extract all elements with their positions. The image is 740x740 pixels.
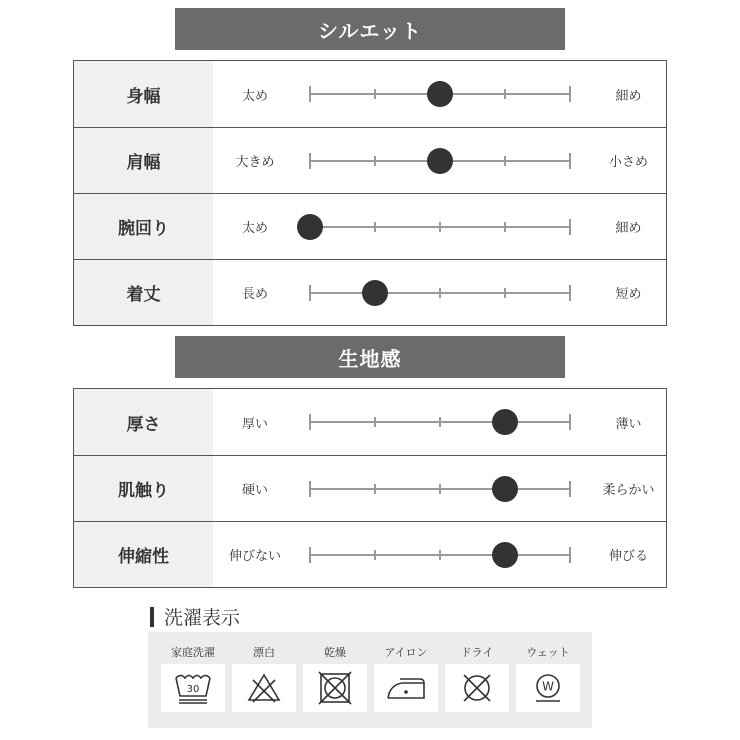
care-title-bar <box>150 607 154 627</box>
right-label: 細め <box>615 88 642 104</box>
scale-tick <box>374 484 376 494</box>
left-label: 長め <box>241 287 268 302</box>
scale-indicator-dot <box>492 542 518 568</box>
no-dry-clean-icon <box>445 664 509 712</box>
care-symbols <box>148 632 592 728</box>
rating-scale <box>310 260 570 325</box>
silhouette-row-length <box>74 259 666 325</box>
care-item-wet <box>516 632 580 728</box>
scale-tick <box>309 414 311 430</box>
texture-row-stretch <box>74 521 666 587</box>
scale-tick <box>439 484 441 494</box>
rating-scale <box>310 522 570 587</box>
rating-scale <box>310 61 570 127</box>
wash-temp: 30 <box>186 684 200 695</box>
care-label: 家庭洗濯 <box>171 646 215 659</box>
scale-tick <box>569 219 571 235</box>
left-label: 硬い <box>241 483 268 498</box>
texture-row-thickness <box>74 389 666 455</box>
silhouette-table <box>73 60 667 326</box>
wash-tub-30-icon <box>161 664 225 712</box>
scale-tick <box>569 547 571 563</box>
right-label: 薄い <box>615 416 642 432</box>
scale-tick <box>439 417 441 427</box>
scale-tick <box>504 156 506 166</box>
scale-tick <box>439 550 441 560</box>
scale-indicator-dot <box>492 409 518 435</box>
left-label: 大きめ <box>235 155 275 170</box>
scale-tick <box>374 222 376 232</box>
scale-indicator-dot <box>492 476 518 502</box>
silhouette-row-body-width <box>74 61 666 127</box>
row-label: 腕回り <box>74 194 213 259</box>
texture-title: 生地感 <box>338 346 402 371</box>
silhouette-title: シルエット <box>317 18 423 43</box>
care-item-dry <box>303 632 367 728</box>
scale-tick <box>374 550 376 560</box>
care-label: アイロン <box>384 646 428 659</box>
row-label: 伸縮性 <box>74 522 213 587</box>
care-title-text: 洗濯表示 <box>164 607 241 629</box>
row-label: 肌触り <box>74 456 213 521</box>
row-label: 着丈 <box>74 260 213 325</box>
scale-tick <box>504 89 506 99</box>
wet-clean-letter: W <box>542 679 554 694</box>
texture-table <box>73 388 667 588</box>
care-item-home-wash <box>161 632 225 728</box>
row-label: 厚さ <box>74 389 213 455</box>
care-label: 漂白 <box>253 646 275 659</box>
left-label: 太め <box>241 88 268 104</box>
texture-row-touch <box>74 455 666 521</box>
row-label: 肩幅 <box>74 128 213 193</box>
scale-tick <box>309 86 311 102</box>
scale-tick <box>504 288 506 298</box>
right-label: 細め <box>615 221 642 236</box>
scale-tick <box>439 288 441 298</box>
care-label: ウェット <box>526 646 570 659</box>
right-label: 小さめ <box>608 155 648 170</box>
scale-tick <box>309 285 311 301</box>
care-item-bleach <box>232 632 296 728</box>
care-label: 乾燥 <box>324 646 346 659</box>
scale-tick <box>439 222 441 232</box>
row-label: 身幅 <box>74 61 213 127</box>
rating-scale <box>310 389 570 455</box>
silhouette-header <box>175 8 565 50</box>
rating-scale <box>310 194 570 259</box>
scale-tick <box>374 417 376 427</box>
scale-tick <box>309 481 311 497</box>
scale-tick <box>569 285 571 301</box>
rating-scale <box>310 456 570 521</box>
scale-tick <box>569 414 571 430</box>
no-bleach-icon <box>232 664 296 712</box>
scale-tick <box>374 156 376 166</box>
scale-indicator-dot <box>427 148 453 174</box>
scale-tick <box>504 222 506 232</box>
rating-scale <box>310 128 570 193</box>
left-label: 伸びない <box>228 549 281 564</box>
scale-tick <box>569 86 571 102</box>
scale-tick <box>569 153 571 169</box>
silhouette-row-arm <box>74 193 666 259</box>
iron-low-icon <box>374 664 438 712</box>
care-item-iron <box>374 632 438 728</box>
scale-tick <box>309 153 311 169</box>
scale-indicator-dot <box>297 214 323 240</box>
left-label: 太め <box>241 221 268 236</box>
no-tumble-dry-icon <box>303 664 367 712</box>
left-label: 厚い <box>241 416 268 432</box>
care-label: ドライ <box>460 646 494 659</box>
wet-clean-icon <box>516 664 580 712</box>
scale-indicator-dot <box>362 280 388 306</box>
scale-tick <box>374 89 376 99</box>
scale-indicator-dot <box>427 81 453 107</box>
scale-tick <box>569 481 571 497</box>
right-label: 伸びる <box>608 549 648 564</box>
right-label: 柔らかい <box>602 483 655 498</box>
silhouette-row-shoulder <box>74 127 666 193</box>
scale-tick <box>309 547 311 563</box>
texture-header <box>175 336 565 378</box>
care-title <box>150 603 240 630</box>
care-item-dry-clean <box>445 632 509 728</box>
right-label: 短め <box>615 287 642 302</box>
